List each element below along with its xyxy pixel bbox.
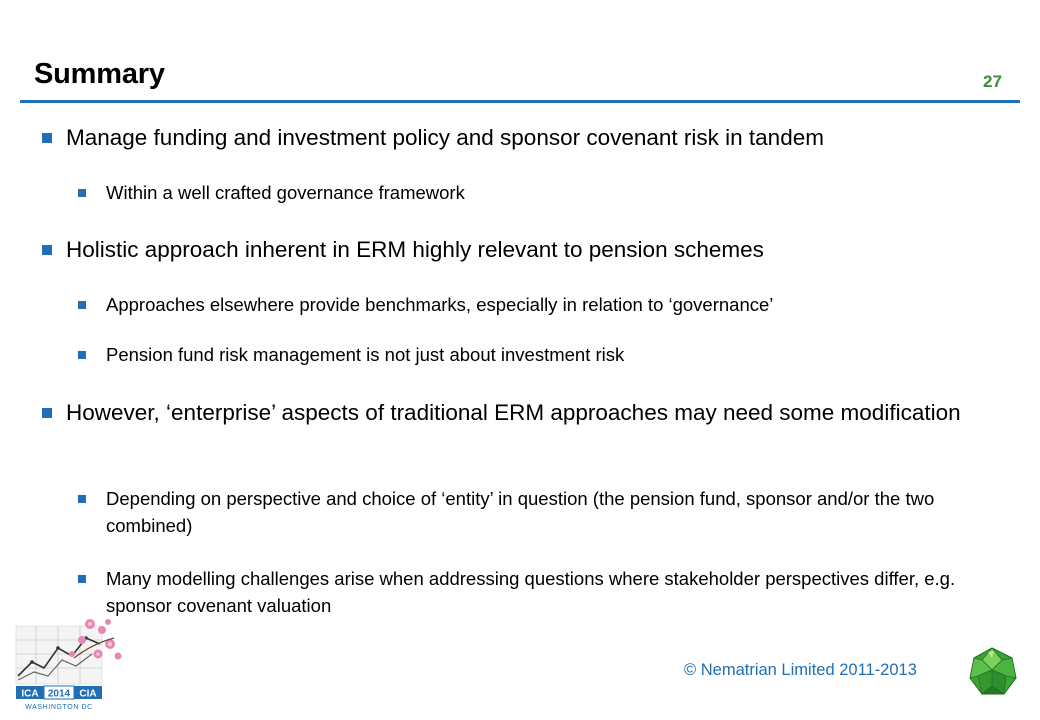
bullet-text: Holistic approach inherent in ERM highly relevant to pension schemes [66, 237, 764, 262]
bullet-text: However, ‘enterprise’ aspects of traditional ERM approaches may need some modification [66, 400, 961, 425]
sub-bullet-square-icon [78, 495, 86, 503]
title-divider [20, 100, 1020, 103]
bullet-square-icon [42, 245, 52, 255]
sub-bullet-square-icon [78, 351, 86, 359]
logo-year-text: 2014 [47, 688, 71, 700]
sub-bullet-text: Pension fund risk management is not just about investment risk [106, 344, 625, 365]
bullet-text: Manage funding and investment policy and sponsor covenant risk in tandem [66, 125, 824, 150]
bullet-square-icon [42, 133, 52, 143]
sub-bullet-square-icon [78, 575, 86, 583]
logo-ica-text: ICA [21, 688, 39, 700]
ica-2014-logo [14, 614, 126, 714]
slide-title: Summary [34, 58, 165, 90]
sub-bullet-square-icon [78, 189, 86, 197]
sub-bullet-text: Within a well crafted governance framework [106, 182, 465, 203]
logo-cia-text: CIA [79, 688, 97, 700]
logo-city-text: WASHINGTON DC [25, 704, 93, 711]
sub-bullet-square-icon [78, 301, 86, 309]
sub-bullet-text: Approaches elsewhere provide benchmarks, especially in relation to ‘governance’ [106, 294, 774, 315]
bullet-square-icon [42, 408, 52, 418]
slide-number: 27 [983, 72, 1002, 91]
sub-bullet-text: Many modelling challenges arise when addressing questions where stakeholder perspectives differ, e.g. sponsor covenant valuation [106, 568, 956, 616]
copyright-text: © Nematrian Limited 2011-2013 [684, 661, 917, 679]
green-polyhedron-logo-icon [966, 646, 1018, 698]
sub-bullet-text: Depending on perspective and choice of ‘entity’ in question (the pension fund, sponsor and/or the two combined) [106, 488, 935, 536]
